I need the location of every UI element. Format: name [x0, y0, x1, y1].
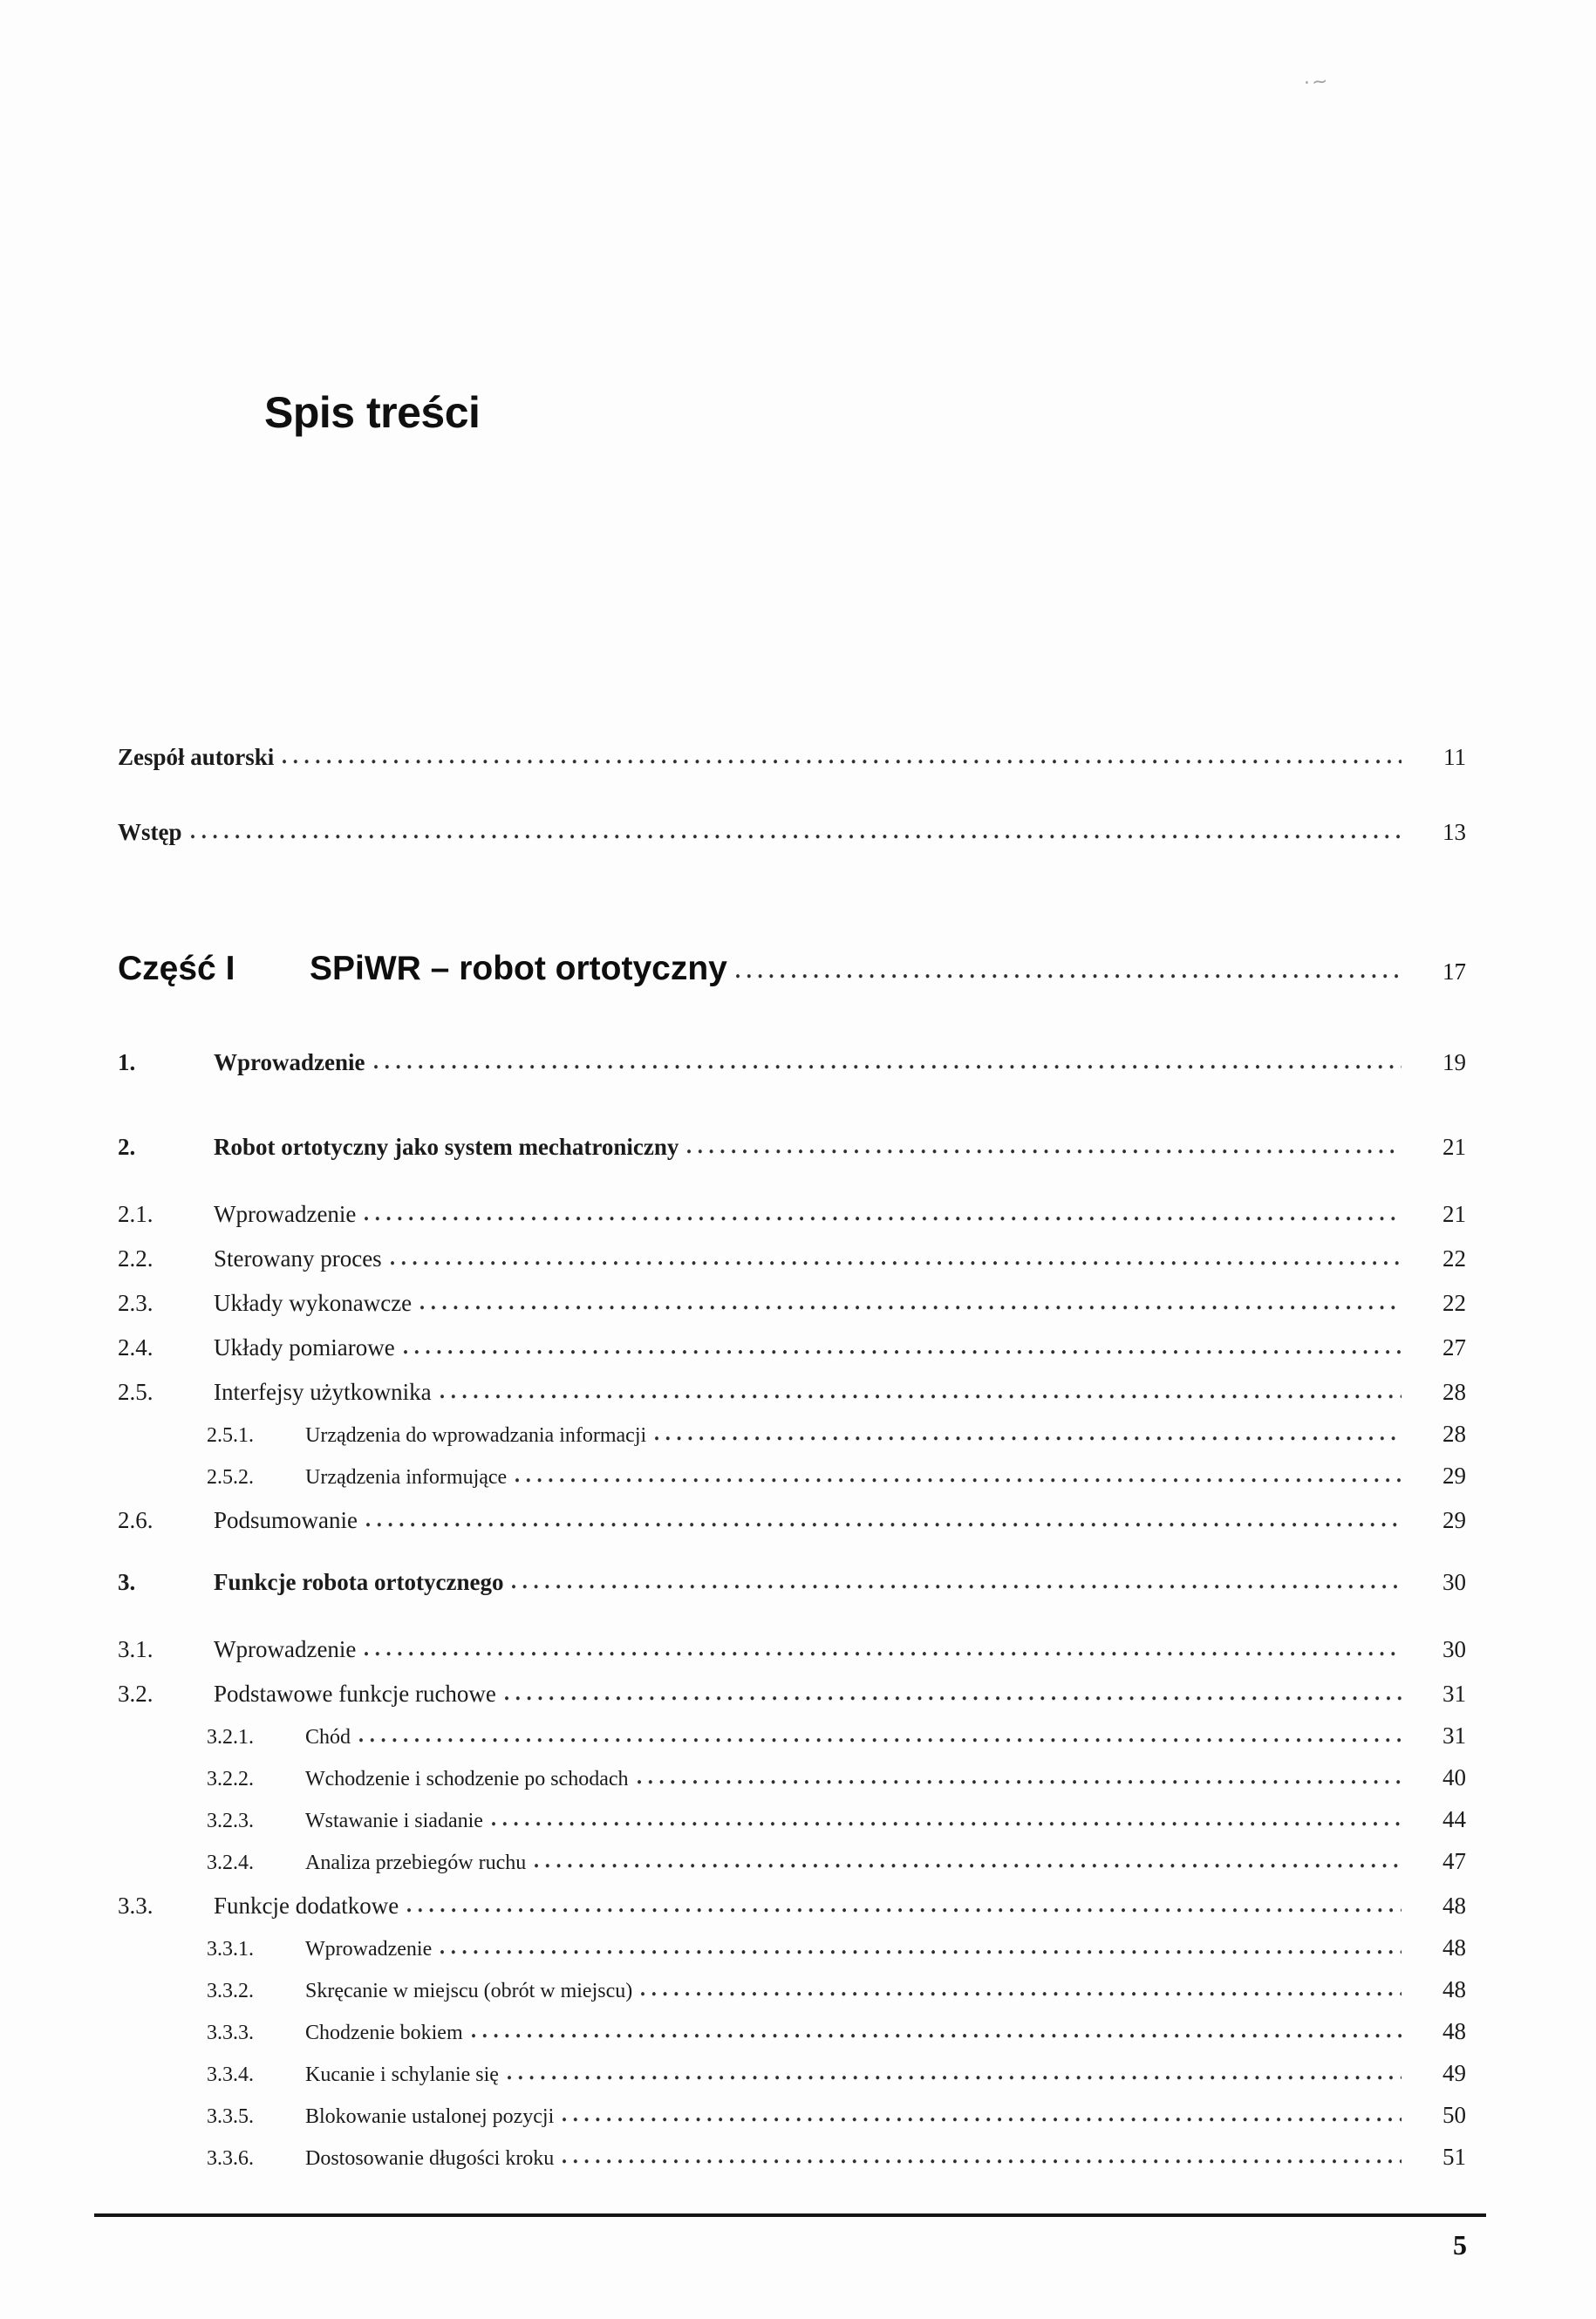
toc-entry-number: 3.2.1.: [207, 1726, 254, 1749]
toc-entry-label: Wprowadzenie: [214, 1636, 357, 1662]
dot-leader: [404, 1332, 1402, 1355]
toc-entry-page: 22: [1443, 1290, 1466, 1316]
dot-leader: [563, 2102, 1402, 2123]
toc-entry: [118, 1332, 1466, 1362]
toc-entry-label: Chód: [305, 1726, 351, 1749]
toc-entry-number: 3.2.3.: [207, 1810, 254, 1832]
toc-entry-page: 48: [1443, 1934, 1466, 1961]
toc-entry-number: 3.3.: [118, 1893, 153, 1919]
toc-entry-page: 29: [1443, 1507, 1466, 1533]
toc-entry-number: 1.: [118, 1049, 136, 1075]
toc-entry: [118, 1376, 1466, 1407]
toc-entry-page: 30: [1443, 1569, 1466, 1595]
toc-entry: [118, 1806, 1466, 1834]
toc-entry: [118, 1722, 1466, 1750]
toc-entry-page: 48: [1443, 1976, 1466, 2002]
toc-entry-page: 28: [1443, 1379, 1466, 1405]
toc-entry-label: Robot ortotyczny jako system mechatroniczny: [214, 1134, 679, 1160]
toc-entry: [118, 1976, 1466, 2004]
page-title: Spis treści: [264, 388, 481, 437]
toc-entry: [118, 1131, 1466, 1162]
dot-leader: [492, 1806, 1402, 1827]
dot-leader: [641, 1976, 1402, 1997]
toc-entry-label: Blokowanie ustalonej pozycji: [305, 2105, 555, 2128]
toc-entry-page: 13: [1443, 819, 1466, 845]
toc-entry-label: Zespół autorski: [118, 744, 275, 770]
dot-leader: [638, 1764, 1402, 1785]
toc-entry-page: 19: [1443, 1049, 1466, 1075]
toc-entry-page: 40: [1443, 1764, 1466, 1790]
dot-leader: [440, 1376, 1402, 1400]
toc-entry-page: 28: [1443, 1421, 1466, 1447]
toc-entry-label: Wprowadzenie: [305, 1938, 433, 1961]
toc-entry-page: 17: [1443, 958, 1466, 985]
toc-entry-number: Część I: [118, 950, 235, 987]
toc-entry-label: Układy wykonawcze: [214, 1290, 413, 1316]
toc-entry-number: 2.2.: [118, 1245, 153, 1272]
scan-artifact-mark: ·~: [1302, 70, 1331, 95]
toc-entry-page: 27: [1443, 1334, 1466, 1361]
toc-entry-label: Wstęp: [118, 819, 182, 845]
toc-entry-number: 3.2.4.: [207, 1852, 254, 1874]
toc-entry-page: 49: [1443, 2060, 1466, 2086]
dot-leader: [472, 2018, 1402, 2039]
toc-entry-label: Wchodzenie i schodzenie po schodach: [305, 1768, 629, 1790]
toc-entry: [118, 2144, 1466, 2172]
dot-leader: [365, 1634, 1402, 1657]
toc-entry-label: SPiWR – robot ortotyczny: [310, 950, 727, 987]
toc-entry-number: 3.2.: [118, 1681, 153, 1707]
toc-entry: [118, 1634, 1466, 1664]
toc-entry-label: Dostosowanie długości kroku: [305, 2147, 555, 2170]
toc-entry: [118, 1463, 1466, 1490]
toc-entry-page: 48: [1443, 2018, 1466, 2044]
toc-entry: [118, 1047, 1466, 1077]
dot-leader: [505, 1678, 1402, 1702]
toc-entry-number: 3.3.5.: [207, 2105, 254, 2128]
toc-entry: [118, 1421, 1466, 1449]
toc-entry: [118, 1243, 1466, 1273]
toc-entry-page: 31: [1443, 1681, 1466, 1707]
toc-entry-label: Funkcje robota ortotycznego: [214, 1569, 504, 1595]
toc-entry-number: 3.3.6.: [207, 2147, 254, 2170]
page-number: 5: [1453, 2229, 1467, 2261]
toc-entry-label: Sterowany proces: [214, 1245, 382, 1272]
toc-entry-number: 3.2.2.: [207, 1768, 254, 1790]
toc-entry: [118, 1566, 1466, 1597]
toc-entry-number: 2.5.: [118, 1379, 153, 1405]
toc-entry-page: 11: [1443, 744, 1466, 770]
footer-divider: [94, 2213, 1486, 2217]
dot-leader: [365, 1198, 1402, 1222]
dot-leader: [515, 1463, 1402, 1483]
dot-leader: [391, 1243, 1402, 1266]
toc-entry: [118, 2060, 1466, 2088]
toc-entry-label: Układy pomiarowe: [214, 1334, 395, 1361]
dot-leader: [374, 1047, 1402, 1070]
toc-entry-number: 2.3.: [118, 1290, 153, 1316]
toc-entry-number: 2.5.2.: [207, 1466, 254, 1489]
toc-entry: [118, 1504, 1466, 1535]
dot-leader: [191, 816, 1402, 840]
toc-entry: [118, 945, 1466, 992]
dot-leader: [563, 2144, 1402, 2165]
toc-entry-label: Urządzenia do wprowadzania informacji: [305, 1424, 647, 1447]
toc-entry-label: Wprowadzenie: [214, 1201, 357, 1227]
toc-entry-page: 47: [1443, 1848, 1466, 1874]
toc-entry-number: 3.3.4.: [207, 2063, 254, 2086]
toc-entry-label: Wprowadzenie: [214, 1049, 365, 1075]
toc-entry-number: 2.: [118, 1134, 136, 1160]
dot-leader: [736, 945, 1402, 979]
toc-entry-number: 2.4.: [118, 1334, 153, 1361]
dot-leader: [508, 2060, 1402, 2081]
toc-entry-page: 22: [1443, 1245, 1466, 1272]
toc-entry-label: Chodzenie bokiem: [305, 2022, 463, 2044]
dot-leader: [535, 1848, 1402, 1869]
dot-leader: [687, 1131, 1402, 1155]
toc-entry-page: 51: [1443, 2144, 1466, 2170]
toc-entry-page: 21: [1443, 1134, 1466, 1160]
toc-entry-label: Interfejsy użytkownika: [214, 1379, 432, 1405]
dot-leader: [283, 741, 1402, 765]
toc-entry-number: 2.6.: [118, 1507, 153, 1533]
toc-entry-page: 21: [1443, 1201, 1466, 1227]
toc-entry-number: 3.3.1.: [207, 1938, 254, 1961]
toc-entry-label: Skręcanie w miejscu (obrót w miejscu): [305, 1980, 633, 2002]
toc-entry: [118, 1890, 1466, 1920]
toc-entry-page: 30: [1443, 1636, 1466, 1662]
toc-entry: [118, 1764, 1466, 1792]
toc-entry: [118, 1287, 1466, 1318]
dot-leader: [655, 1421, 1402, 1442]
toc-entry-number: 3.3.2.: [207, 1980, 254, 2002]
dot-leader: [407, 1890, 1402, 1913]
toc-entry: [118, 1848, 1466, 1876]
dot-leader: [420, 1287, 1402, 1311]
toc-entry-label: Funkcje dodatkowe: [214, 1893, 399, 1919]
toc-entry-number: 3.3.3.: [207, 2022, 254, 2044]
toc-entry: [118, 1198, 1466, 1229]
toc-entry-page: 44: [1443, 1806, 1466, 1832]
toc-entry-number: 2.1.: [118, 1201, 153, 1227]
dot-leader: [366, 1504, 1402, 1528]
toc-entry: [118, 2102, 1466, 2130]
toc-entry-page: 50: [1443, 2102, 1466, 2128]
dot-leader: [359, 1722, 1402, 1743]
dot-leader: [512, 1566, 1402, 1590]
toc-entry-page: 48: [1443, 1893, 1466, 1919]
toc-entry-label: Analiza przebiegów ruchu: [305, 1852, 527, 1874]
toc-entry: [118, 1678, 1466, 1709]
toc-entry-page: 31: [1443, 1722, 1466, 1749]
toc-entry-label: Kucanie i schylanie się: [305, 2063, 499, 2086]
dot-leader: [440, 1934, 1402, 1955]
toc-entry-page: 29: [1443, 1463, 1466, 1489]
toc-entry-label: Wstawanie i siadanie: [305, 1810, 483, 1832]
toc-entry-label: Urządzenia informujące: [305, 1466, 508, 1489]
toc-entry-number: 2.5.1.: [207, 1424, 254, 1447]
toc-entry: [118, 2018, 1466, 2046]
toc-entry: [118, 741, 1466, 772]
table-of-contents: [118, 741, 1466, 2186]
toc-entry: [118, 1934, 1466, 1962]
toc-entry-number: 3.: [118, 1569, 136, 1595]
toc-entry-label: Podstawowe funkcje ruchowe: [214, 1681, 496, 1707]
toc-entry-number: 3.1.: [118, 1636, 153, 1662]
toc-entry: [118, 816, 1466, 847]
toc-entry-label: Podsumowanie: [214, 1507, 358, 1533]
